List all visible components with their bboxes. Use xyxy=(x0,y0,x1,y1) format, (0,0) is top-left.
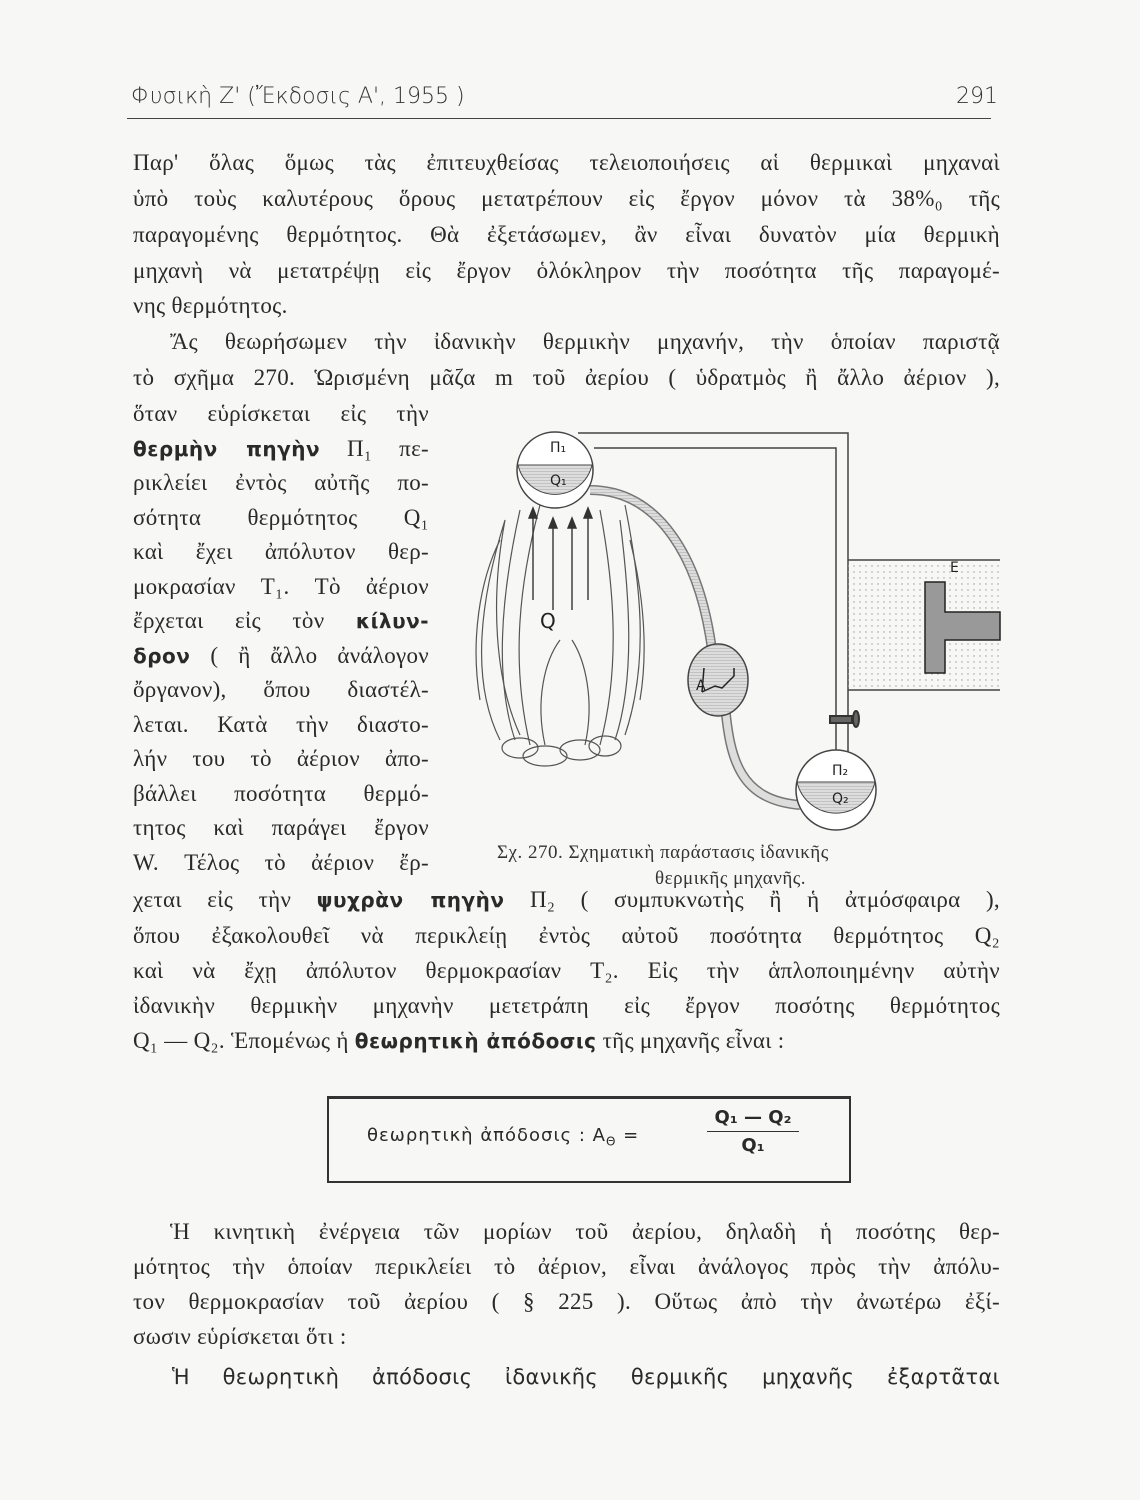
formula-fraction xyxy=(707,1107,799,1156)
bold-term: θερμὴν πηγὴν xyxy=(133,437,321,461)
bold-term: ψυχρὰν πηγὴν xyxy=(316,888,505,912)
bold-term: κίλυν- xyxy=(355,609,429,633)
text-segment: ὅταν εὑρίσκεται εἰς τὴν xyxy=(133,401,429,426)
text-segment: ὅπου ἐξακολουθεῖ νὰ περικλείῃ ἐντὸς αὐτοῦ ποσότητα θερμότητος Q₂ xyxy=(133,923,1000,948)
heat-flow-arrows xyxy=(529,508,592,610)
bold-term: θεωρητικὴ ἀπόδοσις xyxy=(354,1029,597,1053)
text-segment: Π₂ ( συμπυκνωτὴς ἢ ἡ ἀτμόσφαιρα ), xyxy=(504,887,1000,912)
text-segment: μοκρασίαν T₁. Τὸ ἀέριον xyxy=(133,574,429,599)
text-segment: λεται. Κατὰ τὴν διαστο- xyxy=(133,712,429,737)
figure-caption-line-2: θερμικῆς μηχανῆς. xyxy=(655,868,807,889)
text-segment: σότητα θερμότητος Q₁ xyxy=(133,505,429,530)
text-segment: τῆς μηχανῆς εἶναι : xyxy=(596,1028,785,1053)
text-segment: ἔρχεται εἰς τὸν xyxy=(133,608,356,633)
label-cold-heat: Q₂ xyxy=(832,791,849,807)
text-segment: καὶ ἔχει ἀπόλυτον θερ- xyxy=(133,539,429,564)
formula-denominator: Q₁ xyxy=(741,1135,765,1156)
text-segment: μηχανὴ νὰ μετατρέψῃ εἰς ἔργον ὁλόκληρον τὴν ποσότητα τῆς παραγομέ- xyxy=(133,258,1000,283)
text-segment: τητος καὶ παράγει ἔργον xyxy=(133,815,429,840)
label-hot-heat: Q₁ xyxy=(550,473,567,489)
label-hot-source: Π₁ xyxy=(550,440,567,456)
text-segment: ὑπὸ τοὺς καλυτέρους ὅρους μετατρέπουν εἰς ἔργον μόνον τὰ 38%₀ τῆς xyxy=(133,186,1000,211)
label-cold-source: Π₂ xyxy=(832,763,849,779)
text-segment: βάλλει ποσότητα θερμό- xyxy=(133,781,429,806)
formula-label-text: θεωρητικὴ ἀπόδοσις : Α xyxy=(367,1125,606,1146)
text-segment: μότητος τὴν ὁποίαν περικλείει τὸ ἀέριον, εἶναι ἀνάλογος πρὸς τὴν ἀπόλυ- xyxy=(133,1254,1000,1279)
text-segment: τον θερμοκρασίαν τοῦ ἀερίου ( § 225 ). Οὕτως ἀπὸ τὴν ἀνωτέρω ἐξί- xyxy=(133,1289,1000,1314)
formula-subscript: Θ xyxy=(605,1134,617,1149)
figure-caption-line-1: Σχ. 270. Σχηματικὴ παράστασις ἰδανικῆς xyxy=(497,842,829,863)
cylinder-engine xyxy=(848,560,1000,690)
formula-label xyxy=(367,1125,639,1149)
flames-drawing xyxy=(476,505,644,766)
text-segment: Ἄς θεωρήσωμεν τὴν ἰδανικὴν θερμικὴν μηχανήν, τὴν ὁποίαν παριστᾷ xyxy=(170,329,1000,354)
text-segment: λήν του τὸ ἀέριον ἀπο- xyxy=(133,746,429,771)
page-number: 291 xyxy=(956,84,998,109)
text-segment: ρικλείει ἐντὸς αὐτῆς πο- xyxy=(133,470,429,495)
bold-term: δρον xyxy=(133,644,191,668)
label-device: Α xyxy=(696,678,706,694)
text-segment: ( ἢ ἄλλο ἀνάλογον xyxy=(190,643,429,668)
text-segment: W. Τέλος τὸ ἀέριον ἔρ- xyxy=(133,850,429,875)
text-segment: Q₁ — Q₂. Ἑπομένως ἡ xyxy=(133,1028,355,1053)
pipes xyxy=(578,433,848,805)
formula-equals: = xyxy=(623,1125,640,1146)
formula-numerator: Q₁ — Q₂ xyxy=(707,1107,799,1132)
text-segment: Π₁ πε- xyxy=(320,436,429,461)
text-segment: τὸ σχῆμα 270. Ὡρισμένη μᾶζα m τοῦ ἀερίου ( ὑδρατμὸς ἢ ἄλλο ἀέριον ), xyxy=(133,365,1000,390)
text-segment: καὶ νὰ ἔχῃ ἀπόλυτον θερμοκρασίαν T₂. Εἰς τὴν ἁπλοποιημένην αὐτὴν xyxy=(133,958,1000,983)
text-segment: Ἡ κινητικὴ ἐνέργεια τῶν μορίων τοῦ ἀερίου, δηλαδὴ ἡ ποσότης θερ- xyxy=(170,1219,1000,1244)
text-segment: Παρ' ὅλας ὅμως τὰς ἐπιτευχθείσας τελειοποιήσεις αἱ θερμικαὶ μηχαναὶ xyxy=(133,150,1000,175)
text-segment: χεται εἰς τὴν xyxy=(133,887,317,912)
text-segment: σωσιν εὑρίσκεται ὅτι : xyxy=(133,1324,347,1349)
text-segment: παραγομένης θερμότητος. Θὰ ἐξετάσωμεν, ἂν εἶναι δυνατὸν μία θερμικὴ xyxy=(133,222,1000,247)
label-heat: Q xyxy=(540,609,556,633)
cold-source-bulb xyxy=(796,750,876,830)
text-segment: νης θερμότητος. xyxy=(133,293,288,318)
text-segment: Ἡ θεωρητικὴ ἀπόδοσις ἰδανικῆς θερμικῆς μηχανῆς ἐξαρτᾶται xyxy=(172,1365,1000,1389)
text-segment: ὄργανον), ὅπου διαστέλ- xyxy=(133,677,429,702)
formula-box xyxy=(327,1096,851,1183)
running-header-title: Φυσικὴ Ζ' (Ἔκδοσις Α', 1955 ) xyxy=(131,84,465,109)
valve-icon xyxy=(830,711,859,727)
text-segment: ἰδανικὴν θερμικὴν μηχανὴν μετετράπη εἰς ἔργον ποσότης θερμότητος xyxy=(133,993,1000,1018)
label-engine: Ε xyxy=(950,560,959,576)
